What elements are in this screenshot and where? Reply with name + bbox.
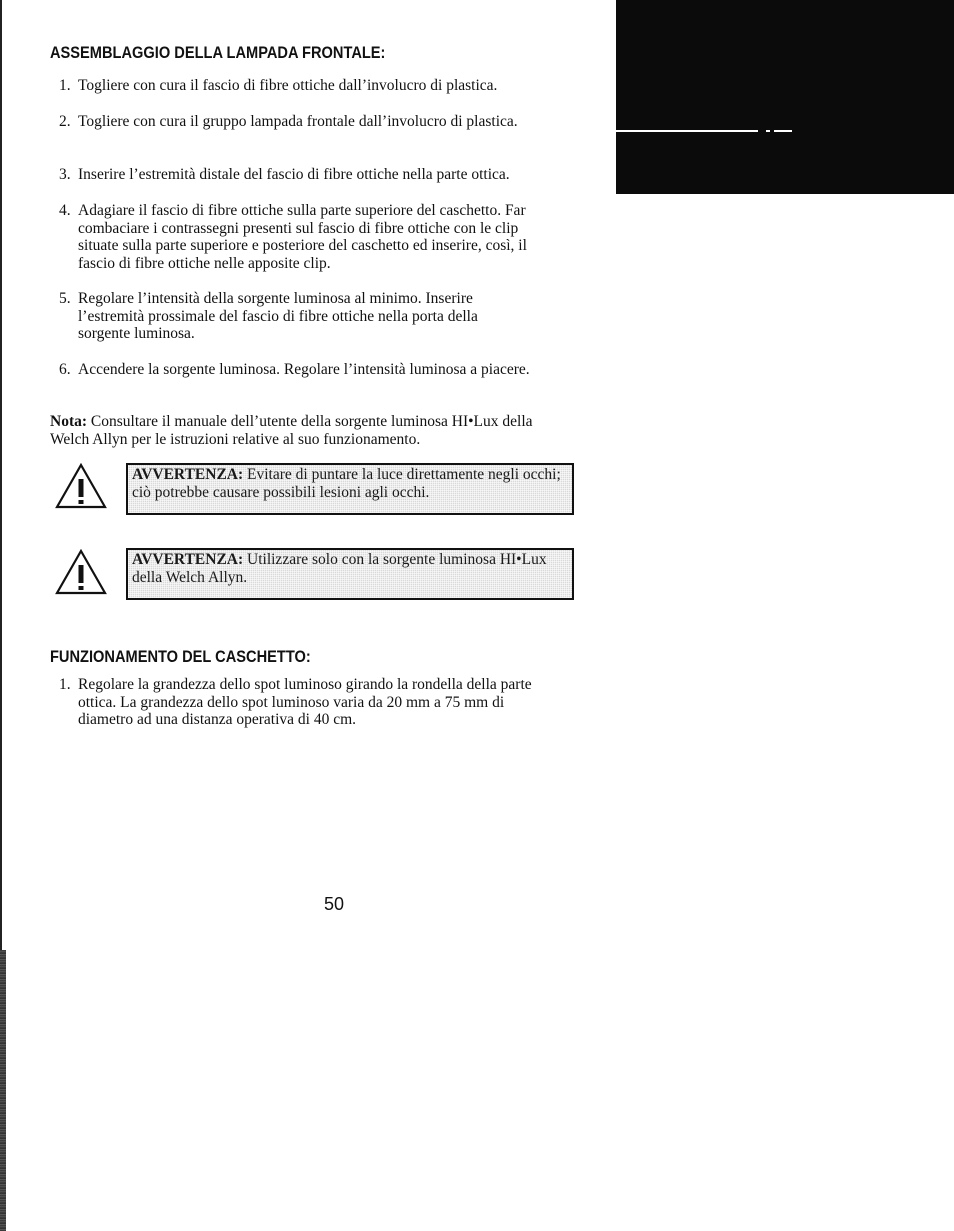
- step-number: 6.: [59, 361, 71, 378]
- warning-box-light-source: [126, 548, 574, 600]
- assembly-step-6: [50, 361, 575, 379]
- warning-text: Evitare di puntare la luce direttamente negli occhi; ciò potrebbe causare possibili lesioni agli occhi.: [132, 466, 561, 501]
- assembly-step-4: [50, 202, 575, 272]
- warning-box-eyes: [126, 463, 574, 515]
- step-number: 1.: [59, 676, 71, 693]
- step-number: 5.: [59, 290, 71, 307]
- step-number: 1.: [59, 77, 71, 94]
- note-paragraph: [50, 413, 575, 448]
- assembly-step-5: [50, 290, 575, 343]
- step-text: Inserire l’estremità distale del fascio di fibre ottiche nella parte ottica.: [78, 166, 510, 183]
- heading-operation: FUNZIONAMENTO DEL CASCHETTO:: [50, 647, 311, 666]
- assembly-step-2: [50, 113, 575, 131]
- tab-rule-dot: [766, 130, 770, 132]
- step-text: Regolare la grandezza dello spot luminoso girando la rondella della parte ottica. La grandezza dello spot luminoso varia da 20 mm a 75 mm di diametro ad una distanza operativa di 40 cm.: [78, 676, 532, 728]
- tab-rule: [616, 130, 758, 132]
- operation-step-1: [50, 676, 575, 729]
- list-item: [50, 166, 575, 184]
- page-number: 50: [324, 894, 345, 914]
- list-item: [50, 202, 575, 272]
- assembly-step-1: [50, 77, 575, 95]
- step-text: Adagiare il fascio di fibre ottiche sulla parte superiore del caschetto. Far combaciare i contrassegni presenti sul fascio di fibre ottiche con le clip situate sulla parte superiore e posteriore del caschetto ed inserire, così, il fascio di fibre ottiche nelle apposite clip.: [78, 202, 527, 272]
- note-label: Nota:: [50, 413, 88, 430]
- list-item: [50, 676, 575, 729]
- warning-triangle-icon: [55, 549, 107, 595]
- step-number: 3.: [59, 166, 71, 183]
- corner-black-tab: [616, 0, 954, 194]
- warning-triangle-icon: [55, 463, 107, 509]
- list-item: [50, 290, 575, 343]
- note-text: Consultare il manuale dell’utente della sorgente luminosa HI•Lux della Welch Allyn per le istruzioni relative al suo funzionamento.: [50, 413, 533, 448]
- step-text: Accendere la sorgente luminosa. Regolare l’intensità luminosa a piacere.: [78, 361, 530, 378]
- step-text: Togliere con cura il gruppo lampada frontale dall’involucro di plastica.: [78, 113, 518, 130]
- warning-text: Utilizzare solo con la sorgente luminosa HI•Lux della Welch Allyn.: [132, 551, 547, 586]
- tab-rule-dash: [774, 130, 792, 132]
- warning-label: AVVERTENZA:: [132, 551, 244, 568]
- scan-edge-shadow: [0, 950, 6, 1231]
- step-number: 2.: [59, 113, 71, 130]
- warning-label: AVVERTENZA:: [132, 466, 244, 483]
- assembly-step-3: [50, 166, 575, 184]
- list-item: [50, 361, 575, 379]
- step-text: Regolare l’intensità della sorgente luminosa al minimo. Inserire l’estremità prossimale del fascio di fibre ottiche nella porta della sorgente luminosa.: [78, 290, 478, 342]
- list-item: [50, 77, 575, 95]
- step-number: 4.: [59, 202, 71, 219]
- step-text: Togliere con cura il fascio di fibre ottiche dall’involucro di plastica.: [78, 77, 498, 94]
- list-item: [50, 113, 575, 131]
- heading-assembly: ASSEMBLAGGIO DELLA LAMPADA FRONTALE:: [50, 43, 386, 62]
